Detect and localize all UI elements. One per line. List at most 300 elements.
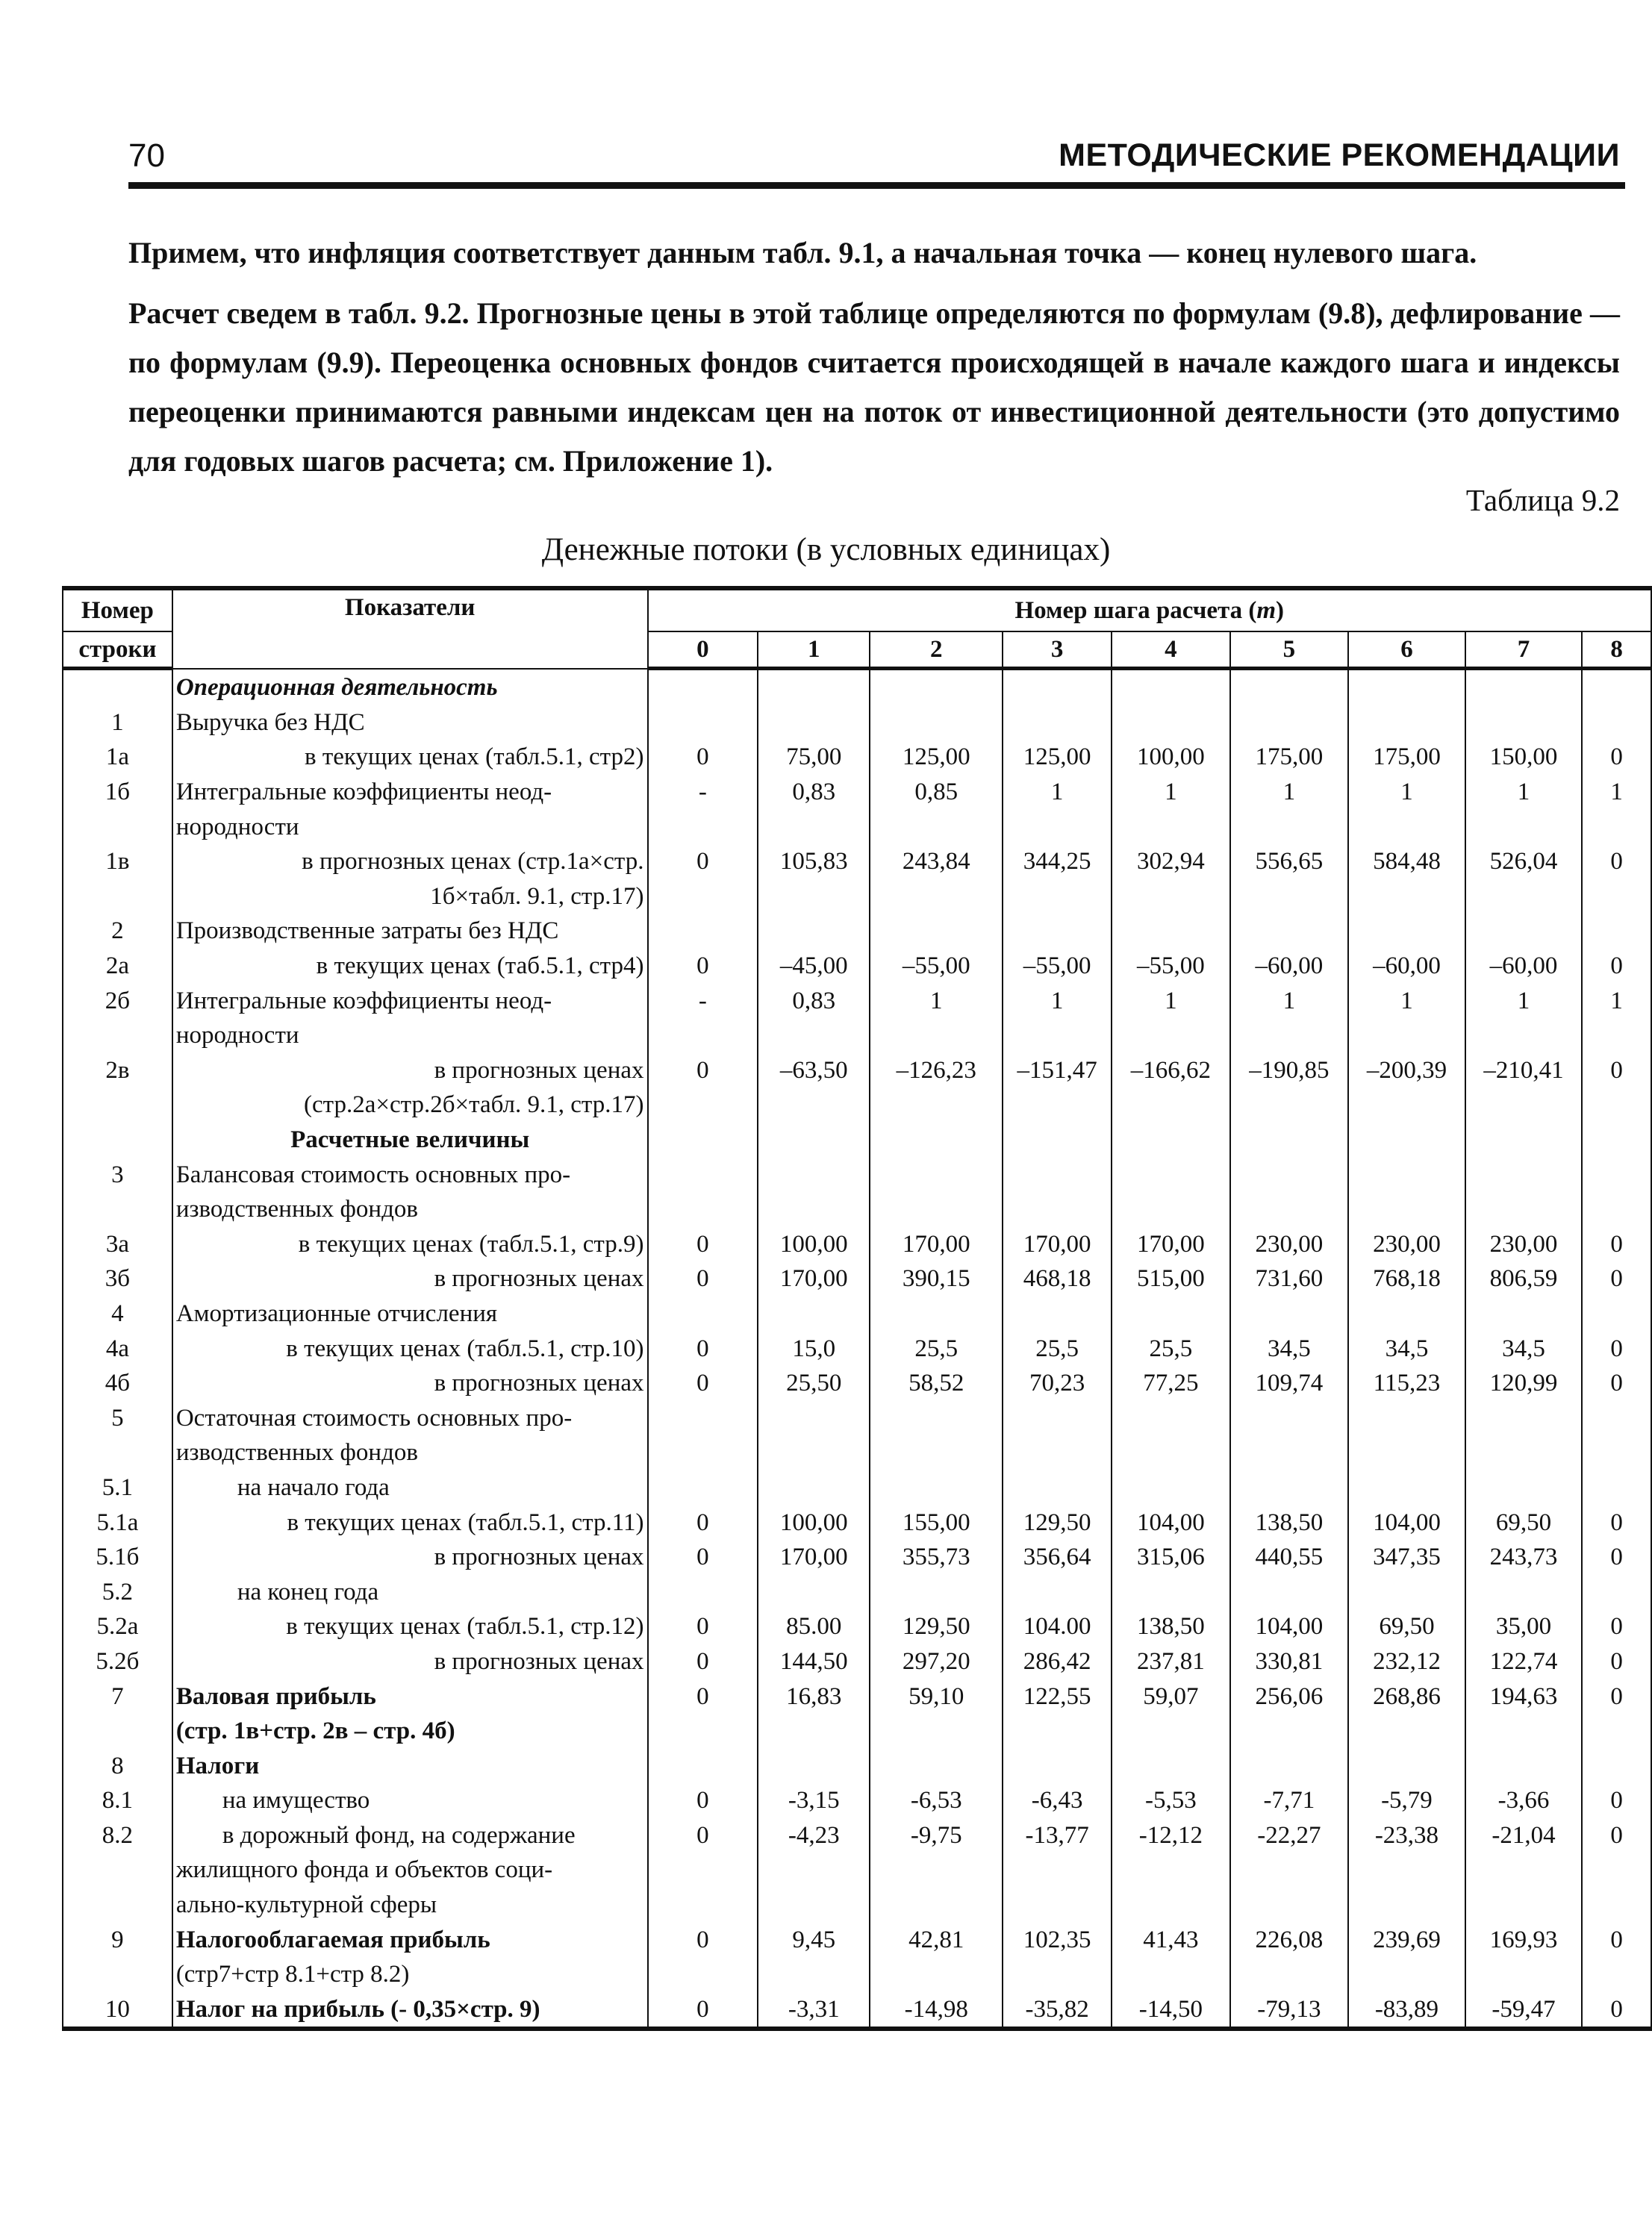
value-cell: 0 <box>648 1644 758 1679</box>
header-row-number-2: строки <box>63 631 172 669</box>
value-cell: 15,0 <box>758 1331 870 1366</box>
value-cell: 105,83 <box>758 844 870 879</box>
table-row <box>63 1957 1651 1992</box>
value-cell <box>1348 1297 1465 1332</box>
value-cell <box>870 1435 1003 1470</box>
value-cell <box>1230 1853 1349 1888</box>
row-label: в прогнозных ценах <box>172 1366 648 1401</box>
table-row <box>63 1679 1651 1714</box>
value-cell <box>870 1123 1003 1158</box>
row-label: на конец года <box>172 1574 648 1609</box>
value-cell: -4,23 <box>758 1818 870 1853</box>
value-cell <box>1582 1957 1651 1992</box>
header-indicators: Показатели <box>172 588 648 669</box>
table-row <box>63 1331 1651 1366</box>
value-cell: 0 <box>648 1505 758 1540</box>
value-cell <box>1003 1123 1112 1158</box>
value-cell <box>1230 1888 1349 1923</box>
value-cell: –55,00 <box>1003 949 1112 984</box>
value-cell <box>870 1888 1003 1923</box>
row-number: 2 <box>63 914 172 949</box>
value-cell: -14,50 <box>1112 1992 1230 2029</box>
value-cell <box>758 1957 870 1992</box>
table-row <box>63 775 1651 810</box>
value-cell: 1 <box>1465 775 1583 810</box>
table-row <box>63 879 1651 914</box>
row-number: 1в <box>63 844 172 879</box>
row-label: Производственные затраты без НДС <box>172 914 648 949</box>
value-cell <box>1112 1018 1230 1053</box>
value-cell: 0 <box>1582 1261 1651 1297</box>
table-row <box>63 1227 1651 1262</box>
table-row <box>63 1818 1651 1853</box>
table-row <box>63 1435 1651 1470</box>
value-cell: 129,50 <box>870 1609 1003 1644</box>
row-number: 2б <box>63 983 172 1018</box>
value-cell: 232,12 <box>1348 1644 1465 1679</box>
value-cell <box>1003 1748 1112 1783</box>
value-cell: -3,31 <box>758 1992 870 2029</box>
row-number <box>63 1018 172 1053</box>
value-cell <box>648 1888 758 1923</box>
value-cell <box>870 1018 1003 1053</box>
value-cell <box>1112 809 1230 844</box>
value-cell <box>1465 1297 1583 1332</box>
value-cell: 0 <box>648 1540 758 1575</box>
value-cell <box>1582 1714 1651 1749</box>
header-row-1 <box>63 588 1651 631</box>
value-cell <box>648 1957 758 1992</box>
value-cell <box>1348 879 1465 914</box>
value-cell: –200,39 <box>1348 1053 1465 1088</box>
value-cell <box>1465 1714 1583 1749</box>
value-cell <box>1112 914 1230 949</box>
value-cell: -21,04 <box>1465 1818 1583 1853</box>
row-label: изводственных фондов <box>172 1435 648 1470</box>
value-cell <box>1582 809 1651 844</box>
table-row <box>63 949 1651 984</box>
value-cell: 69,50 <box>1465 1505 1583 1540</box>
value-cell <box>758 1123 870 1158</box>
table-row <box>63 1400 1651 1435</box>
value-cell <box>1112 1157 1230 1192</box>
value-cell <box>1348 1435 1465 1470</box>
value-cell <box>1003 1297 1112 1332</box>
value-cell <box>1112 1574 1230 1609</box>
value-cell <box>758 1748 870 1783</box>
value-cell <box>1230 1400 1349 1435</box>
row-number <box>63 1714 172 1749</box>
table-row <box>63 1123 1651 1158</box>
value-cell <box>1230 1123 1349 1158</box>
value-cell: 25,5 <box>870 1331 1003 1366</box>
value-cell <box>1348 1018 1465 1053</box>
value-cell: 268,86 <box>1348 1679 1465 1714</box>
value-cell <box>1348 809 1465 844</box>
value-cell: 0 <box>1582 844 1651 879</box>
value-cell: 170,00 <box>758 1261 870 1297</box>
header-step: 7 <box>1465 631 1583 669</box>
table-row <box>63 1609 1651 1644</box>
table-body <box>63 669 1651 2029</box>
value-cell: 390,15 <box>870 1261 1003 1297</box>
value-cell: 0 <box>1582 1679 1651 1714</box>
value-cell <box>1582 1018 1651 1053</box>
row-label: в дорожный фонд, на содержание <box>172 1818 648 1853</box>
value-cell <box>870 1297 1003 1332</box>
row-number: 2а <box>63 949 172 984</box>
value-cell: 194,63 <box>1465 1679 1583 1714</box>
row-label: в текущих ценах (табл.5.1, стр.11) <box>172 1505 648 1540</box>
value-cell: –151,47 <box>1003 1053 1112 1088</box>
value-cell: 0,83 <box>758 983 870 1018</box>
row-number <box>63 1435 172 1470</box>
value-cell: 0 <box>648 740 758 775</box>
value-cell: -7,71 <box>1230 1783 1349 1818</box>
value-cell: 1 <box>1003 983 1112 1018</box>
value-cell <box>1112 669 1230 705</box>
value-cell: 1 <box>1112 983 1230 1018</box>
value-cell: 1 <box>1230 983 1349 1018</box>
table-title: Денежные потоки (в условных единицах) <box>541 532 1111 567</box>
value-cell <box>1348 1192 1465 1227</box>
value-cell <box>1582 1853 1651 1888</box>
value-cell: –55,00 <box>1112 949 1230 984</box>
value-cell: 0 <box>1582 1609 1651 1644</box>
value-cell <box>1348 1574 1465 1609</box>
value-cell <box>1465 1088 1583 1123</box>
row-number <box>63 1888 172 1923</box>
value-cell <box>758 1157 870 1192</box>
row-label: Налогооблагаемая прибыль <box>172 1922 648 1957</box>
value-cell: –60,00 <box>1230 949 1349 984</box>
value-cell: -5,53 <box>1112 1783 1230 1818</box>
value-cell: –60,00 <box>1465 949 1583 984</box>
value-cell <box>1112 705 1230 740</box>
row-label: Операционная деятельность <box>172 669 648 705</box>
value-cell: 226,08 <box>1230 1922 1349 1957</box>
header-rule <box>128 182 1625 189</box>
table-row <box>63 914 1651 949</box>
value-cell <box>870 1470 1003 1506</box>
table-row <box>63 1574 1651 1609</box>
value-cell: 230,00 <box>1465 1227 1583 1262</box>
value-cell <box>870 914 1003 949</box>
row-number: 3 <box>63 1157 172 1192</box>
value-cell <box>1230 879 1349 914</box>
row-label: изводственных фондов <box>172 1192 648 1227</box>
value-cell: 0 <box>648 1818 758 1853</box>
table-row <box>63 1888 1651 1923</box>
value-cell: -3,66 <box>1465 1783 1583 1818</box>
value-cell <box>1348 1853 1465 1888</box>
value-cell: -12,12 <box>1112 1818 1230 1853</box>
value-cell: 155,00 <box>870 1505 1003 1540</box>
value-cell: 806,59 <box>1465 1261 1583 1297</box>
row-label: в текущих ценах (табл.5.1, стр.10) <box>172 1331 648 1366</box>
row-number: 2в <box>63 1053 172 1088</box>
value-cell <box>1003 1088 1112 1123</box>
value-cell: 0 <box>1582 1644 1651 1679</box>
value-cell: 0 <box>648 1227 758 1262</box>
row-number: 4а <box>63 1331 172 1366</box>
value-cell: 170,00 <box>1112 1227 1230 1262</box>
value-cell: 1 <box>1230 775 1349 810</box>
value-cell: 122,55 <box>1003 1679 1112 1714</box>
value-cell <box>1582 1157 1651 1192</box>
row-label: Выручка без НДС <box>172 705 648 740</box>
table-row <box>63 983 1651 1018</box>
value-cell: 104,00 <box>1112 1505 1230 1540</box>
value-cell: 25,50 <box>758 1366 870 1401</box>
row-label: Валовая прибыль <box>172 1679 648 1714</box>
row-label: ально-культурной сферы <box>172 1888 648 1923</box>
value-cell <box>648 1470 758 1506</box>
row-number: 8.2 <box>63 1818 172 1853</box>
value-cell: 315,06 <box>1112 1540 1230 1575</box>
value-cell: 256,06 <box>1230 1679 1349 1714</box>
value-cell <box>1348 705 1465 740</box>
value-cell <box>1112 1853 1230 1888</box>
value-cell: 0 <box>1582 1505 1651 1540</box>
value-cell: –60,00 <box>1348 949 1465 984</box>
header-step: 2 <box>870 631 1003 669</box>
value-cell <box>1003 1470 1112 1506</box>
value-cell: 1 <box>1465 983 1583 1018</box>
value-cell: 170,00 <box>870 1227 1003 1262</box>
value-cell: 85.00 <box>758 1609 870 1644</box>
table-row <box>63 809 1651 844</box>
value-cell: 120,99 <box>1465 1366 1583 1401</box>
value-cell <box>758 1888 870 1923</box>
value-cell <box>758 879 870 914</box>
header-row-number: Номер <box>63 588 172 631</box>
value-cell: –45,00 <box>758 949 870 984</box>
table-row <box>63 1783 1651 1818</box>
value-cell: 138,50 <box>1230 1505 1349 1540</box>
value-cell: -5,79 <box>1348 1783 1465 1818</box>
value-cell <box>1003 1018 1112 1053</box>
value-cell: 0 <box>1582 1053 1651 1088</box>
table-row <box>63 1192 1651 1227</box>
header-step: 5 <box>1230 631 1349 669</box>
value-cell: 115,23 <box>1348 1366 1465 1401</box>
value-cell <box>1003 705 1112 740</box>
value-cell <box>870 1574 1003 1609</box>
value-cell <box>1582 1297 1651 1332</box>
value-cell: 1 <box>1582 775 1651 810</box>
running-title: МЕТОДИЧЕСКИЕ РЕКОМЕНДАЦИИ <box>1059 137 1620 173</box>
value-cell <box>648 669 758 705</box>
value-cell <box>870 1157 1003 1192</box>
row-number: 4б <box>63 1366 172 1401</box>
table-row <box>63 1366 1651 1401</box>
row-number <box>63 669 172 705</box>
value-cell: 175,00 <box>1348 740 1465 775</box>
value-cell: 0 <box>648 1331 758 1366</box>
value-cell: 138,50 <box>1112 1609 1230 1644</box>
row-number <box>63 809 172 844</box>
value-cell: 237,81 <box>1112 1644 1230 1679</box>
value-cell <box>1582 1123 1651 1158</box>
table-row <box>63 669 1651 705</box>
value-cell <box>870 1400 1003 1435</box>
value-cell <box>870 1088 1003 1123</box>
row-label: Налог на прибыль (- 0,35×стр. 9) <box>172 1992 648 2029</box>
row-number <box>63 879 172 914</box>
row-label: Амортизационные отчисления <box>172 1297 648 1332</box>
value-cell: –210,41 <box>1465 1053 1583 1088</box>
page-number: 70 <box>128 137 165 174</box>
value-cell <box>1465 1748 1583 1783</box>
value-cell: 230,00 <box>1230 1227 1349 1262</box>
row-label: в текущих ценах (таб.5.1, стр4) <box>172 949 648 984</box>
table-row <box>63 844 1651 879</box>
value-cell: 100,00 <box>1112 740 1230 775</box>
value-cell <box>1465 1123 1583 1158</box>
value-cell <box>1348 669 1465 705</box>
value-cell: 170,00 <box>1003 1227 1112 1262</box>
value-cell <box>870 879 1003 914</box>
value-cell: -14,98 <box>870 1992 1003 2029</box>
value-cell <box>648 1400 758 1435</box>
value-cell <box>1112 1470 1230 1506</box>
row-number: 5 <box>63 1400 172 1435</box>
row-label: (стр7+стр 8.1+стр 8.2) <box>172 1957 648 1992</box>
value-cell: 286,42 <box>1003 1644 1112 1679</box>
value-cell <box>1465 1853 1583 1888</box>
value-cell: 230,00 <box>1348 1227 1465 1262</box>
row-number: 9 <box>63 1922 172 1957</box>
value-cell <box>1112 1192 1230 1227</box>
value-cell <box>1582 1470 1651 1506</box>
value-cell: 0 <box>648 1992 758 2029</box>
value-cell: –63,50 <box>758 1053 870 1088</box>
value-cell <box>1003 1400 1112 1435</box>
value-cell: 0 <box>1582 1992 1651 2029</box>
value-cell <box>1465 1888 1583 1923</box>
value-cell <box>1230 809 1349 844</box>
value-cell: -13,77 <box>1003 1818 1112 1853</box>
value-cell: 129,50 <box>1003 1505 1112 1540</box>
value-cell <box>1465 669 1583 705</box>
table-row <box>63 1853 1651 1888</box>
value-cell: 0 <box>1582 1783 1651 1818</box>
value-cell: 144,50 <box>758 1644 870 1679</box>
value-cell <box>648 1853 758 1888</box>
table-row <box>63 1992 1651 2029</box>
value-cell: 0 <box>648 844 758 879</box>
value-cell <box>758 1714 870 1749</box>
value-cell <box>1465 1192 1583 1227</box>
row-label: (стр. 1в+стр. 2в – стр. 4б) <box>172 1714 648 1749</box>
value-cell: 69,50 <box>1348 1609 1465 1644</box>
value-cell: 0 <box>648 1922 758 1957</box>
value-cell: 170,00 <box>758 1540 870 1575</box>
value-cell <box>870 1853 1003 1888</box>
value-cell <box>758 1853 870 1888</box>
table-row <box>63 1505 1651 1540</box>
value-cell <box>1003 1853 1112 1888</box>
row-label: Балансовая стоимость основных про- <box>172 1157 648 1192</box>
header-step: 0 <box>648 631 758 669</box>
value-cell: 526,04 <box>1465 844 1583 879</box>
value-cell <box>758 1400 870 1435</box>
value-cell: 0 <box>648 1609 758 1644</box>
value-cell <box>1465 1470 1583 1506</box>
row-number: 4 <box>63 1297 172 1332</box>
value-cell <box>1348 1123 1465 1158</box>
value-cell: 0 <box>1582 949 1651 984</box>
row-number <box>63 1123 172 1158</box>
value-cell <box>648 914 758 949</box>
value-cell <box>1582 705 1651 740</box>
value-cell <box>758 914 870 949</box>
value-cell <box>758 1574 870 1609</box>
value-cell: 0 <box>1582 1366 1651 1401</box>
value-cell <box>758 1297 870 1332</box>
value-cell: 34,5 <box>1348 1331 1465 1366</box>
value-cell: 1 <box>1112 775 1230 810</box>
value-cell <box>648 1435 758 1470</box>
value-cell <box>870 1748 1003 1783</box>
value-cell: 355,73 <box>870 1540 1003 1575</box>
row-label: Интегральные коэффициенты неод- <box>172 983 648 1018</box>
value-cell <box>1230 914 1349 949</box>
value-cell: –55,00 <box>870 949 1003 984</box>
value-cell <box>870 705 1003 740</box>
row-label: в прогнозных ценах <box>172 1053 648 1088</box>
value-cell <box>1582 1888 1651 1923</box>
value-cell <box>648 1297 758 1332</box>
value-cell <box>1112 1297 1230 1332</box>
value-cell <box>1112 1088 1230 1123</box>
value-cell <box>648 1748 758 1783</box>
value-cell: 302,94 <box>1112 844 1230 879</box>
value-cell <box>1230 1018 1349 1053</box>
value-cell <box>1230 1435 1349 1470</box>
row-number <box>63 1088 172 1123</box>
value-cell <box>648 879 758 914</box>
row-number: 1б <box>63 775 172 810</box>
value-cell <box>648 1018 758 1053</box>
value-cell <box>758 809 870 844</box>
value-cell <box>1465 1157 1583 1192</box>
value-cell <box>758 669 870 705</box>
value-cell: 42,81 <box>870 1922 1003 1957</box>
value-cell: –126,23 <box>870 1053 1003 1088</box>
value-cell: 175,00 <box>1230 740 1349 775</box>
value-cell: -59,47 <box>1465 1992 1583 2029</box>
value-cell <box>1582 1574 1651 1609</box>
value-cell <box>1465 1435 1583 1470</box>
value-cell <box>1003 1157 1112 1192</box>
value-cell <box>1112 1123 1230 1158</box>
value-cell <box>1348 1748 1465 1783</box>
value-cell <box>648 809 758 844</box>
value-cell: 0 <box>648 1679 758 1714</box>
value-cell: 768,18 <box>1348 1261 1465 1297</box>
value-cell: 0 <box>1582 1227 1651 1262</box>
row-label: Расчетные величины <box>172 1123 648 1158</box>
value-cell: -83,89 <box>1348 1992 1465 2029</box>
value-cell: 344,25 <box>1003 844 1112 879</box>
value-cell: 25,5 <box>1112 1331 1230 1366</box>
value-cell: 356,64 <box>1003 1540 1112 1575</box>
row-number: 5.2а <box>63 1609 172 1644</box>
value-cell: 0 <box>1582 1922 1651 1957</box>
value-cell <box>1465 1018 1583 1053</box>
